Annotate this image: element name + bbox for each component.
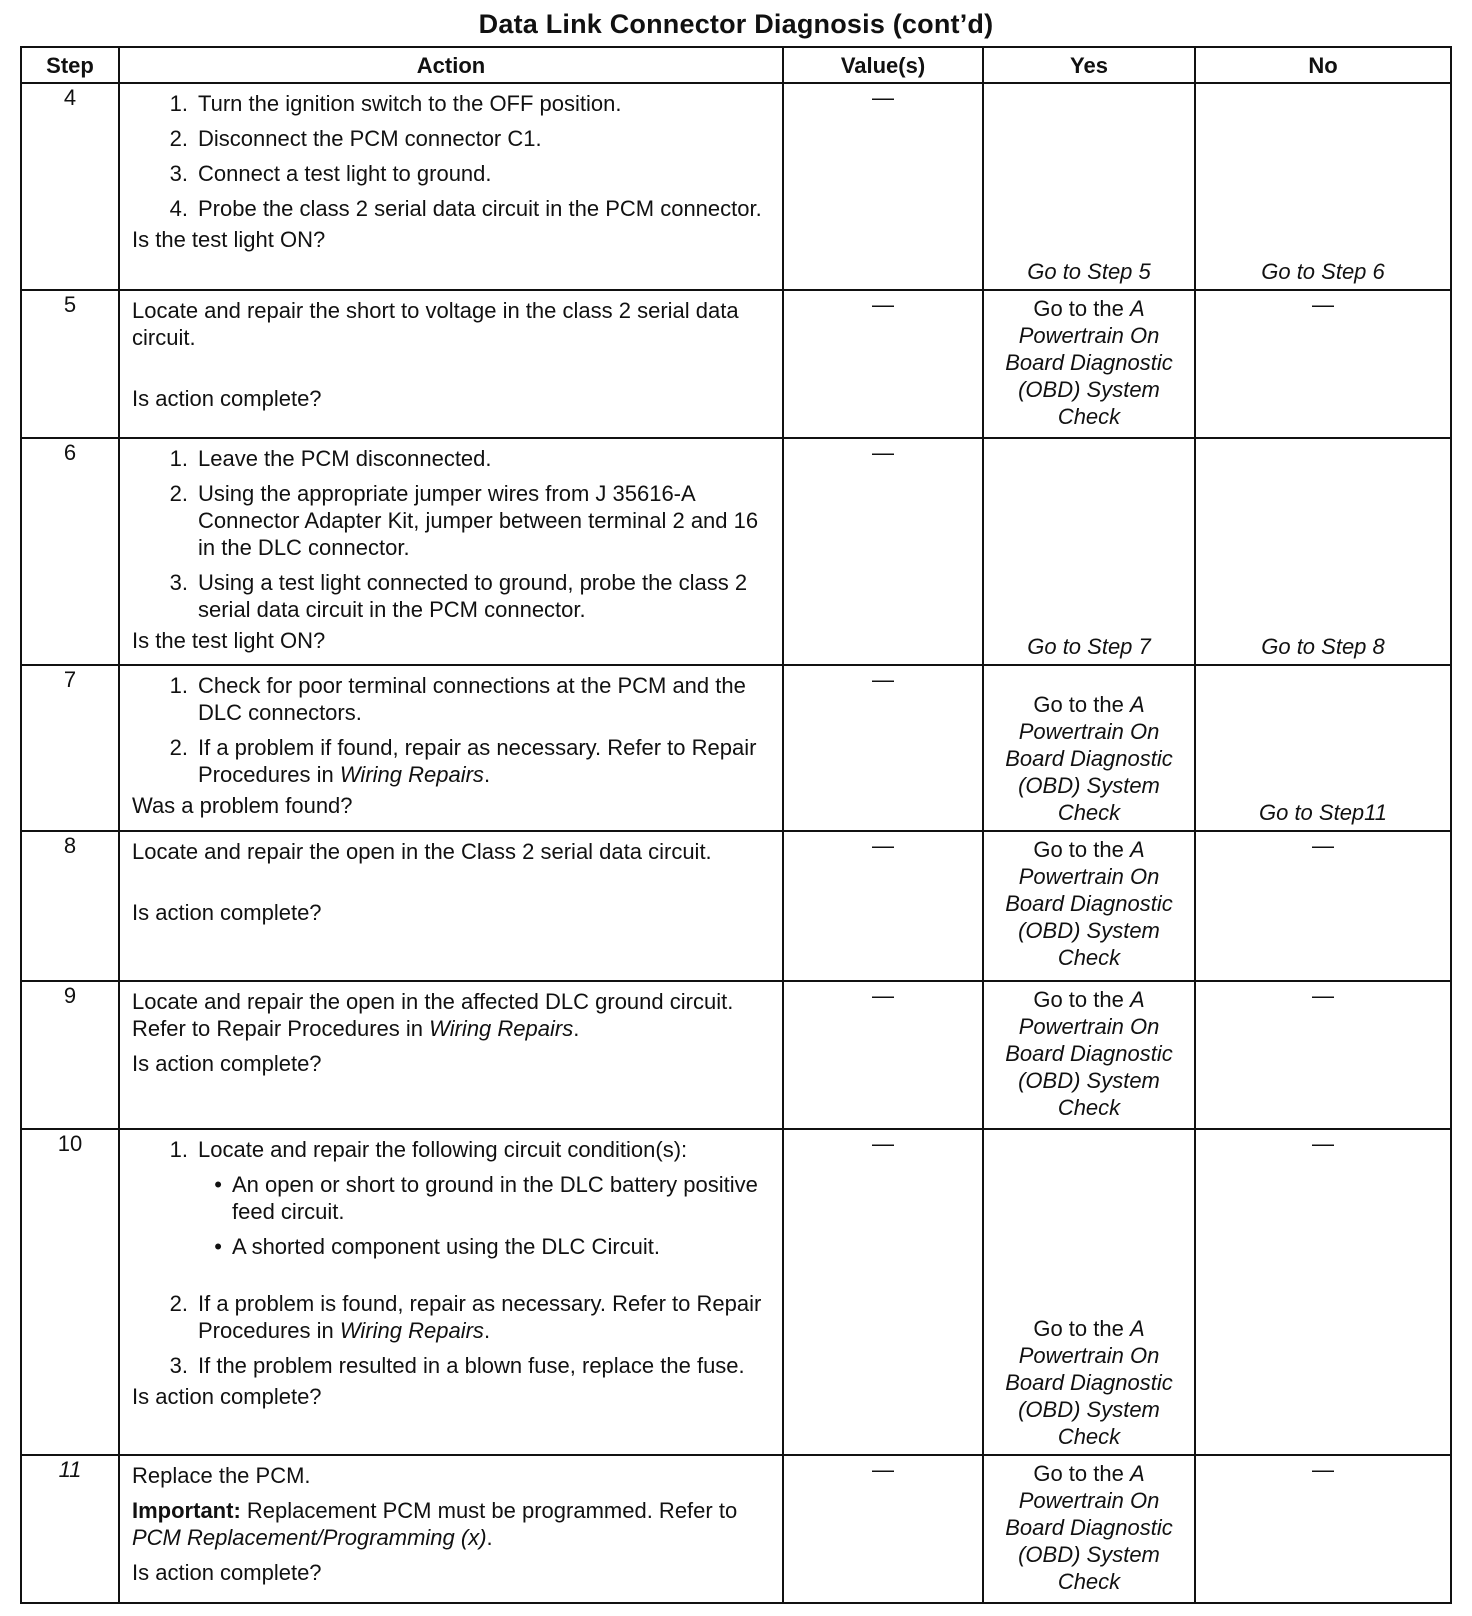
- value-cell: —: [783, 438, 983, 665]
- action-cell: [119, 83, 783, 290]
- header-step: Step: [21, 47, 119, 83]
- obd-reference: Go to the A Powertrain On Board Diagnostic (OBD) System Check: [1005, 986, 1173, 1120]
- yes-cell: Go to Step 5: [983, 83, 1195, 290]
- list-item: 2. If a problem is found, repair as necessary. Refer to Repair Procedures in Wiring Repairs.: [169, 1291, 762, 1344]
- question-text: Was a problem found?: [132, 793, 353, 819]
- action-cell: [119, 1129, 783, 1454]
- step-number: 8: [21, 831, 119, 980]
- step-number: 4: [21, 83, 119, 290]
- action-cell: [119, 438, 783, 665]
- header-no: No: [1195, 47, 1451, 83]
- question-text: Is action complete?: [132, 1050, 322, 1076]
- question-text: Is the test light ON?: [132, 227, 326, 252]
- question-text: Is action complete?: [132, 1384, 322, 1410]
- obd-reference: Go to the A Powertrain On Board Diagnostic (OBD) System Check: [1005, 1460, 1173, 1594]
- action-cell: Locate and repair the open in the Class 2 serial data circuit. Is action complete?: [119, 831, 783, 980]
- list-item: 1. Locate and repair the following circuit condition(s):: [169, 1137, 688, 1163]
- list-item: 3. Using a test light connected to ground, probe the class 2 serial data circuit in the PCM connector.: [169, 570, 748, 623]
- no-cell: Go to Step 8: [1195, 438, 1451, 665]
- table-row: [21, 665, 1451, 831]
- yes-cell: [983, 665, 1195, 831]
- value-cell: —: [783, 83, 983, 290]
- value-cell: —: [783, 665, 983, 831]
- list-item: 2. Using the appropriate jumper wires from J 35616-A Connector Adapter Kit, jumper between terminal 2 and 16 in the DLC connector.: [169, 481, 759, 561]
- yes-cell: Go to Step 7: [983, 438, 1195, 665]
- list-item: 1. Leave the PCM disconnected.: [169, 446, 492, 472]
- question-text: Is the test light ON?: [132, 628, 326, 654]
- yes-cell: [983, 981, 1195, 1129]
- table-row: [21, 438, 1451, 665]
- table-row: [21, 831, 1451, 980]
- list-item: 4. Probe the class 2 serial data circuit in the PCM connector.: [169, 196, 762, 221]
- list-item: 2. If a problem if found, repair as necessary. Refer to Repair Procedures in Wiring Repairs.: [169, 735, 757, 788]
- no-cell: —: [1195, 831, 1451, 980]
- header-row: [21, 47, 1451, 83]
- table-row: [21, 981, 1451, 1129]
- step-number: 10: [21, 1129, 119, 1454]
- list-item: 1. Check for poor terminal connections at the PCM and the DLC connectors.: [169, 673, 746, 726]
- obd-reference: Go to the A Powertrain On Board Diagnostic (OBD) System Check: [1005, 692, 1173, 826]
- no-cell: —: [1195, 981, 1451, 1129]
- header-values: Value(s): [783, 47, 983, 83]
- no-cell: —: [1195, 1129, 1451, 1454]
- action-cell: Replace the PCM. Important: Replacement PCM must be programmed. Refer to PCM Replacement/Programming (x). Is action complete?: [119, 1455, 783, 1603]
- table-row: [21, 1129, 1451, 1454]
- step-number: 11: [21, 1455, 119, 1603]
- list-item: 2. Disconnect the PCM connector C1.: [169, 126, 542, 151]
- header-action: Action: [119, 47, 783, 83]
- value-cell: —: [783, 981, 983, 1129]
- step-number: 5: [21, 290, 119, 438]
- yes-cell: [983, 1129, 1195, 1454]
- question-text: Is action complete?: [132, 1559, 322, 1585]
- header-yes: Yes: [983, 47, 1195, 83]
- list-item: 3. If the problem resulted in a blown fuse, replace the fuse.: [169, 1353, 745, 1379]
- table-row: [21, 1455, 1451, 1603]
- obd-reference: Go to the A Powertrain On Board Diagnostic (OBD) System Check: [1005, 1315, 1173, 1449]
- bullet-item: • A shorted component using the DLC Circuit.: [214, 1234, 661, 1260]
- action-cell: Locate and repair the short to voltage in the class 2 serial data circuit. Is action complete?: [119, 290, 783, 438]
- value-cell: —: [783, 290, 983, 438]
- no-cell: Go to Step 6: [1195, 83, 1451, 290]
- page-title: Data Link Connector Diagnosis (cont’d): [478, 9, 994, 39]
- yes-cell: [983, 831, 1195, 980]
- list-item: 1. Turn the ignition switch to the OFF position.: [169, 91, 622, 116]
- no-cell: —: [1195, 290, 1451, 438]
- obd-reference: Go to the A Powertrain On Board Diagnostic (OBD) System Check: [1005, 837, 1173, 971]
- bullet-item: • An open or short to ground in the DLC battery positive feed circuit.: [214, 1172, 758, 1225]
- list-item: 3. Connect a test light to ground.: [169, 161, 492, 186]
- question-text: Is action complete?: [132, 385, 322, 411]
- step-number: 6: [21, 438, 119, 665]
- yes-cell: [983, 290, 1195, 438]
- question-text: Is action complete?: [132, 900, 322, 926]
- action-cell: Locate and repair the open in the affected DLC ground circuit. Refer to Repair Procedures in Wiring Repairs. Is action complete?: [119, 981, 783, 1129]
- step-number: 7: [21, 665, 119, 831]
- no-cell: —: [1195, 1455, 1451, 1603]
- yes-cell: [983, 1455, 1195, 1603]
- action-cell: [119, 665, 783, 831]
- diagnosis-table: [20, 46, 1452, 1604]
- step-number: 9: [21, 981, 119, 1129]
- value-cell: —: [783, 1129, 983, 1454]
- table-row: [21, 83, 1451, 290]
- obd-reference: Go to the A Powertrain On Board Diagnostic (OBD) System Check: [1005, 295, 1173, 429]
- table-row: [21, 290, 1451, 438]
- value-cell: —: [783, 1455, 983, 1603]
- value-cell: —: [783, 831, 983, 980]
- no-cell: Go to Step11: [1195, 665, 1451, 831]
